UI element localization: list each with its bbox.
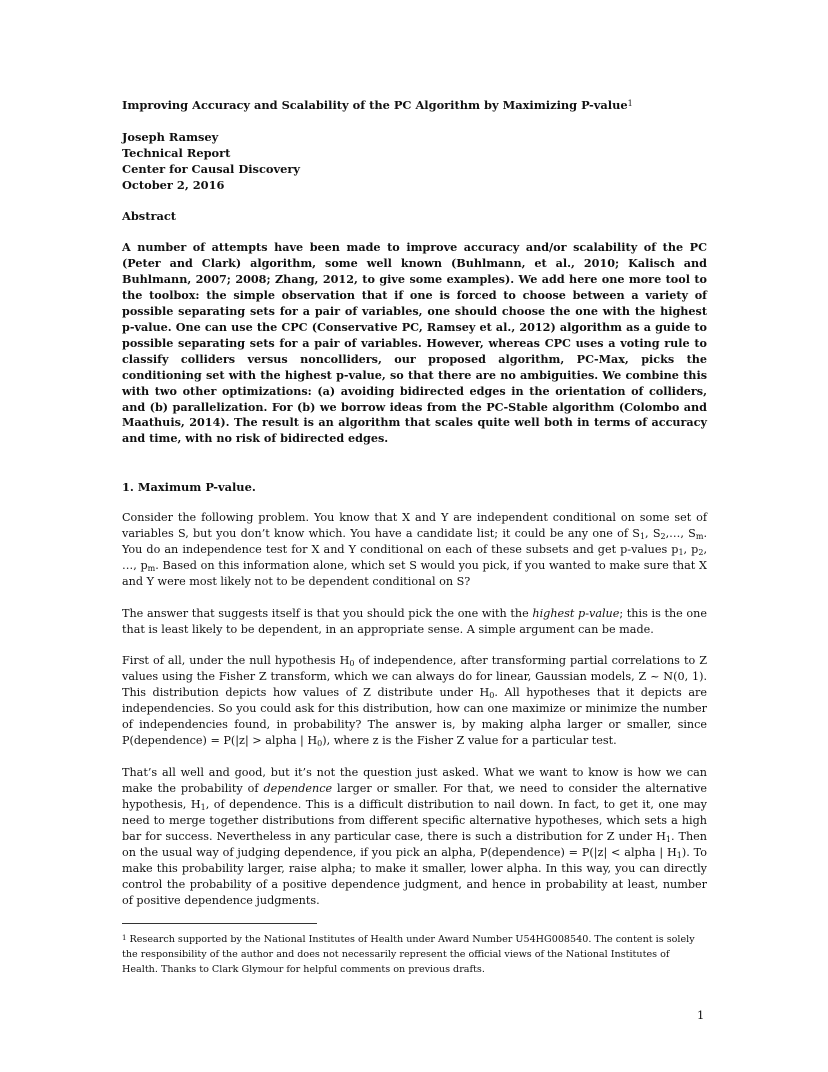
paper-title-text: Improving Accuracy and Scalability of the PC Algorithm by Maximizing P-value xyxy=(122,98,628,112)
text-run: of independence, after transforming partial correlations to Z values using the Fisher Z transform, which we can always do for linear, Gaussian models, Z ~ N(0, 1). This distribution depicts how values of Z distribute under H xyxy=(122,654,707,699)
affiliation: Center for Causal Discovery xyxy=(122,162,300,176)
text-run: The answer that suggests itself is that you should pick the one with the xyxy=(122,607,533,620)
paragraph-3 xyxy=(122,653,707,749)
text-run: . You do an independence test for X and Y conditional on each of these subsets and get p-values p xyxy=(122,526,707,556)
text-run: , …, p xyxy=(122,542,707,572)
subscript: 2 xyxy=(660,531,666,541)
text-run: ), where z is the Fisher Z value for a particular test. xyxy=(322,733,617,747)
subscript: 1 xyxy=(678,547,684,557)
subscript: m xyxy=(695,531,704,541)
subscript: 2 xyxy=(698,547,704,557)
text-run: ,…, S xyxy=(665,526,696,540)
subscript: 0 xyxy=(317,738,323,748)
author-block xyxy=(122,129,300,193)
subscript: 0 xyxy=(489,690,495,700)
footnote-text: Research supported by the National Institutes of Health under Award Number U54HG008540. The content is solely the responsibility of the author and does not necessarily represent the official views of the National Institutes of Health. Thanks to Clark Glymour for helpful comments on previous drafts. xyxy=(122,934,695,975)
subscript: m xyxy=(147,563,156,573)
subscript: 1 xyxy=(665,834,671,844)
abstract-heading: Abstract xyxy=(122,209,177,223)
paragraph-2 xyxy=(122,606,707,638)
emphasis: dependence xyxy=(263,781,333,795)
footnote-divider xyxy=(122,923,317,924)
text-run: Consider the following problem. You know that X and Y are independent conditional on some set of variables S, but you don’t know which. You have a candidate list; it could be any one of S xyxy=(122,511,707,540)
subscript: 0 xyxy=(349,659,355,668)
text-run: , of dependence. This is a difficult distribution to nail down. In fact, to get it, one may need to merge together distributions from different specific alternative hypotheses, which sets a high bar for success. Nevertheless in any particular case, there is such a distribution for Z under H xyxy=(122,797,707,843)
subscript: 1 xyxy=(200,802,206,812)
report-type: Technical Report xyxy=(122,146,231,160)
page-number: 1 xyxy=(697,1008,705,1022)
emphasis: highest p-value xyxy=(532,607,620,620)
text-run: ). To make this probability larger, raise alpha; to make it smaller, lower alpha. In this way, you can directly control the probability of a positive dependence judgment, and hence in probability at least, number of positive dependence judgments. xyxy=(122,845,707,907)
footnote-mark: 1 xyxy=(122,934,127,942)
text-run: , S xyxy=(645,526,661,540)
subscript: 1 xyxy=(639,531,646,541)
footnote xyxy=(122,932,702,977)
text-run: . All hypotheses that it depicts are independencies. So you could ask for this distribution, how can one maximize or minimize the number of independencies found, in probability? The answer is, by making alpha larger or smaller, since P(dependence) = P(|z| > alpha | H xyxy=(122,685,707,747)
text-run: First of all, under the null hypothesis H xyxy=(122,654,350,667)
subscript: 1 xyxy=(676,850,682,860)
text-run: That’s all well and good, but it’s not the question just asked. What we want to know is how we can make the probability of xyxy=(122,766,707,795)
paper-title xyxy=(122,97,722,113)
paragraph-4 xyxy=(122,765,707,909)
text-run: . Then on the usual way of judging dependence, if you pick an alpha, P(dependence) = P(|z| < alpha | H xyxy=(122,829,707,859)
abstract-text: A number of attempts have been made to improve accuracy and/or scalability of the PC (Peter and Clark) algorithm, some well known (Buhlmann, et al., 2010; Kalisch and Buhlmann, 2007; 2008; Zhang, 2012, to give some examples). We add here one more tool to the toolbox: the simple observation that if one is forced to choose between a variety of possible separating sets for a pair of variables, one should choose the one with the highest p-value. One can use the CPC (Conservative PC, Ramsey et al., 2012) algorithm as a guide to possible separating sets for a pair of variables. However, whereas CPC uses a voting rule to classify colliders versus noncolliders, our proposed algorithm, PC-Max, picks the conditioning set with the highest p-value, so that there are no ambiguities. We combine this with two other optimizations: (a) avoiding bidirected edges in the orientation of colliders, and (b) parallelization. For (b) we borrow ideas from the PC-Stable algorithm (Colombo and Maathuis, 2014). The result is an algorithm that scales quite well both in terms of accuracy and time, with no risk of bidirected edges. xyxy=(122,240,707,446)
section-heading: 1. Maximum P-value. xyxy=(122,480,256,494)
paragraph-1 xyxy=(122,510,707,590)
text-run: larger or smaller. For that, we need to consider the alternative hypothesis, H xyxy=(122,781,708,811)
text-run: . Based on this information alone, which set S would you pick, if you wanted to make sure that X and Y were most likely not to be dependent conditional on S? xyxy=(122,558,707,588)
text-run: , p xyxy=(683,542,699,556)
author-name: Joseph Ramsey xyxy=(122,130,219,144)
title-footnote-mark: 1 xyxy=(627,99,633,108)
text-run: ; this is the one that is least likely to be dependent, in an appropriate sense. A simple argument can be made. xyxy=(122,607,707,636)
report-date: October 2, 2016 xyxy=(122,178,225,192)
